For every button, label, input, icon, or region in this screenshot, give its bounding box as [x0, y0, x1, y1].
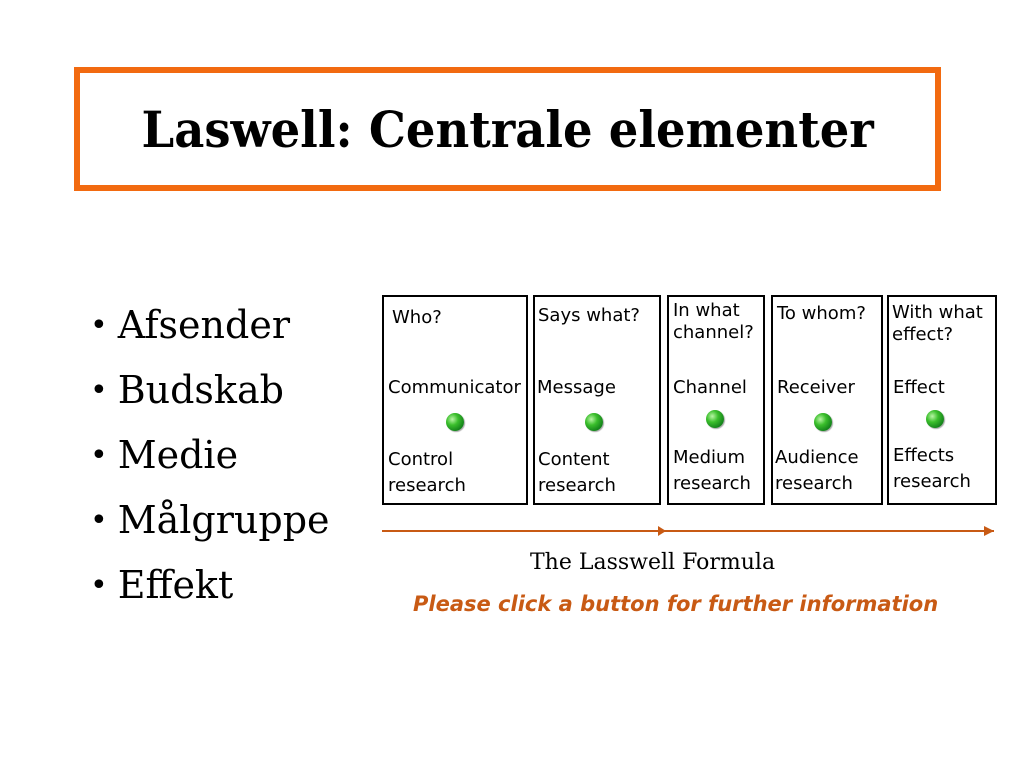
column-role: Effect: [893, 377, 945, 398]
slide-title: Laswell: Centrale elementer: [141, 99, 874, 159]
column-role: Communicator: [388, 377, 521, 398]
bullet-text: Afsender: [117, 303, 290, 347]
column-question: Who?: [392, 307, 442, 328]
column-says-what[interactable]: [533, 295, 661, 505]
column-role: Channel: [673, 377, 747, 398]
formula-label: The Lasswell Formula: [530, 550, 776, 575]
bullet-marker: •: [90, 307, 108, 343]
arrow-right-icon: [380, 523, 1000, 539]
column-to-whom[interactable]: [771, 295, 883, 505]
bullet-text: Effekt: [117, 563, 234, 607]
bullet-marker: •: [90, 437, 108, 473]
column-question: Says what?: [538, 305, 640, 326]
bullet-item: [90, 423, 330, 488]
column-research: Audience research: [775, 447, 859, 494]
column-research: Effects research: [893, 445, 971, 492]
lasswell-diagram: [380, 295, 1000, 625]
column-channel[interactable]: [667, 295, 765, 505]
bullet-text: Målgruppe: [117, 498, 330, 542]
bullet-item: [90, 553, 330, 618]
column-question: With what effect?: [892, 302, 983, 345]
bullet-marker: •: [90, 567, 108, 603]
bullet-text: Medie: [117, 433, 239, 477]
bullet-item: [90, 488, 330, 553]
column-research: Control research: [388, 449, 466, 496]
column-question: In what channel?: [673, 300, 754, 343]
column-question: To whom?: [777, 303, 866, 324]
green-dot-icon[interactable]: [814, 413, 832, 431]
column-research: Content research: [538, 449, 616, 496]
instruction-text: Please click a button for further information: [413, 592, 939, 616]
column-effect[interactable]: [887, 295, 997, 505]
bullet-text: Budskab: [117, 368, 284, 412]
green-dot-icon[interactable]: [585, 413, 603, 431]
green-dot-icon[interactable]: [446, 413, 464, 431]
column-who[interactable]: [382, 295, 528, 505]
column-role: Receiver: [777, 377, 855, 398]
column-role: Message: [537, 377, 616, 398]
bullet-list: [90, 293, 330, 618]
green-dot-icon[interactable]: [926, 410, 944, 428]
title-box: [74, 67, 941, 191]
column-research: Medium research: [673, 447, 751, 494]
green-dot-icon[interactable]: [706, 410, 724, 428]
bullet-item: [90, 293, 330, 358]
bullet-marker: •: [90, 502, 108, 538]
bullet-marker: •: [90, 372, 108, 408]
bullet-item: [90, 358, 330, 423]
